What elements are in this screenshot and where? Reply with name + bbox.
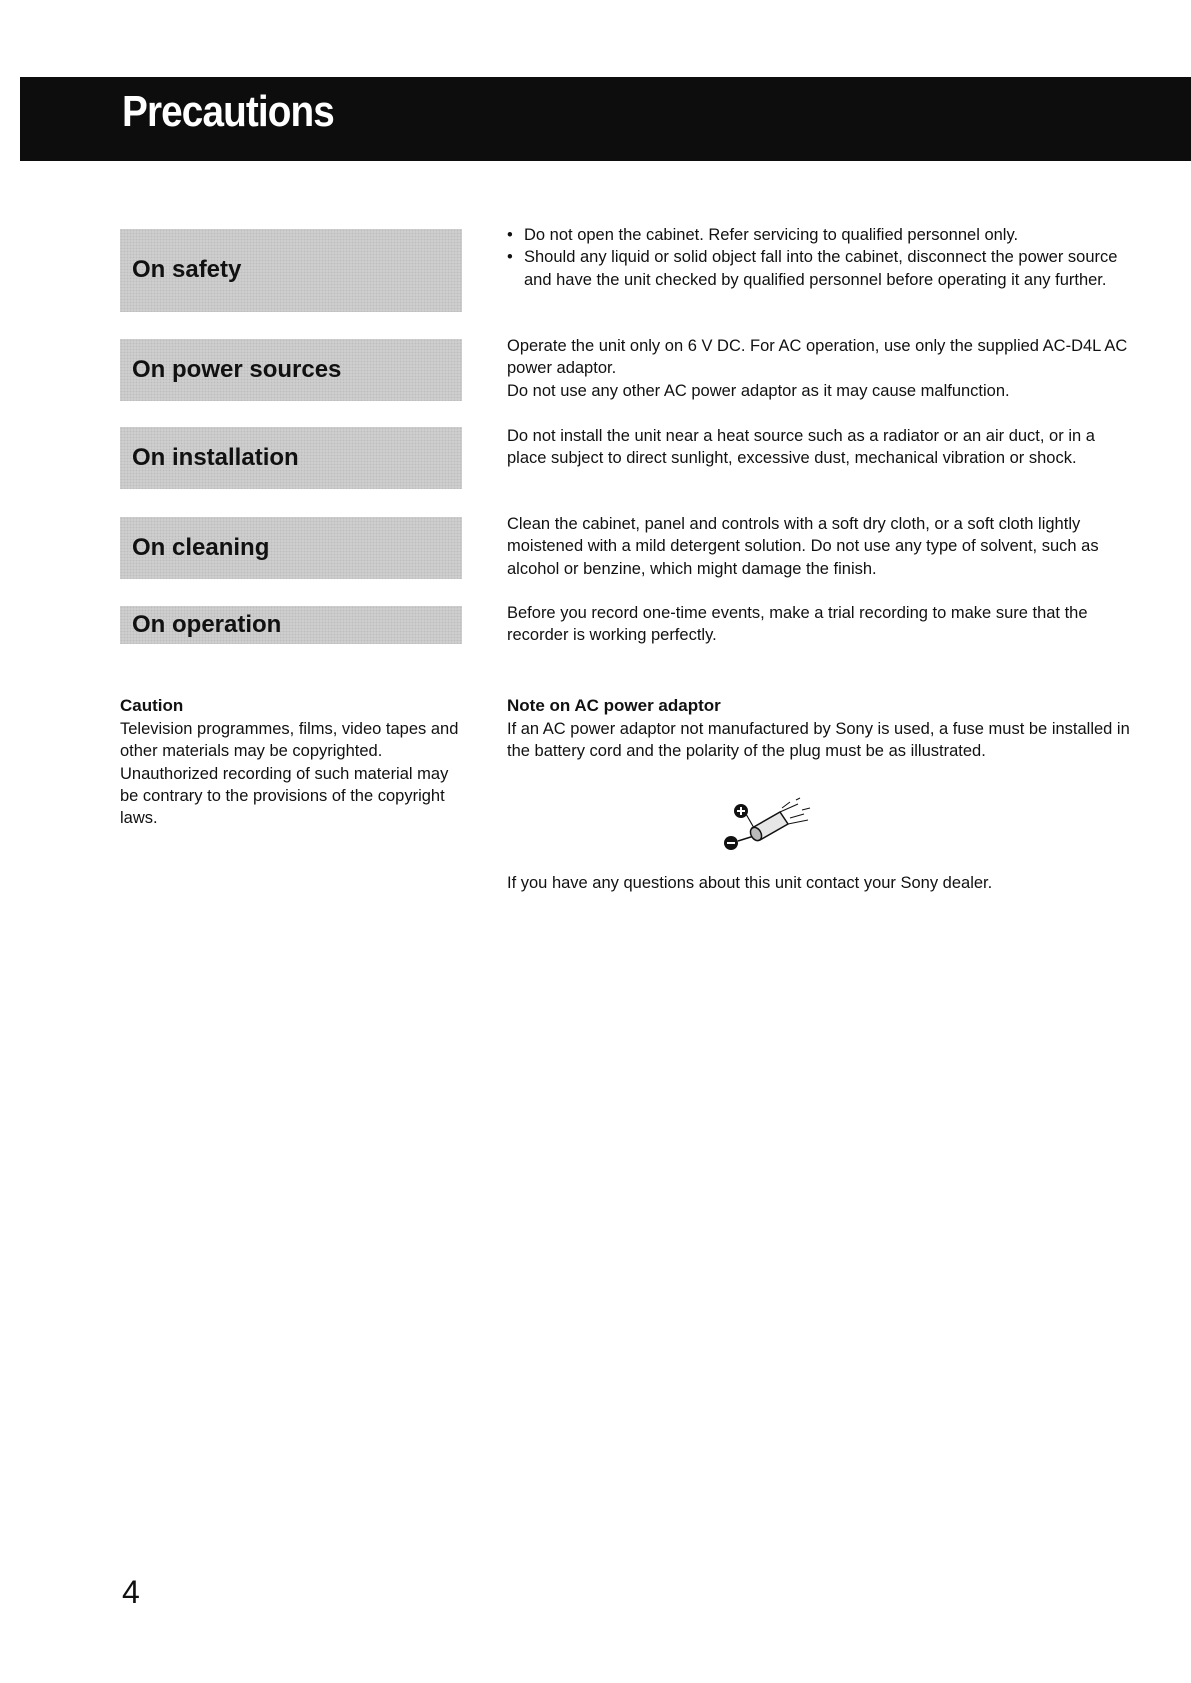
installation-text: Do not install the unit near a heat source such as a radiator or an air duct, or in a place subject to direct sunlight, excessive dust, mechanical vibration or shock. [507,427,1095,468]
caution-title: Caution [120,696,184,715]
heading-on-cleaning [120,517,462,579]
power-sources-text-2: Do not use any other AC power adaptor as it may cause malfunction. [507,382,1010,400]
plug-polarity-icon [718,790,818,850]
heading-label: On safety [132,256,242,283]
heading-label: On power sources [132,356,342,383]
heading-label: On cleaning [132,534,270,561]
operation-text: Before you record one-time events, make a trial recording to make sure that the recorder is working perfectly. [507,604,1088,645]
bullet-icon: • [507,226,513,244]
dealer-text: If you have any questions about this unit contact your Sony dealer. [507,874,993,892]
heading-on-power-sources [120,339,462,401]
list-item: • Do not open the cabinet. Refer servicing to qualified personnel only. [507,224,1137,246]
heading-on-safety [120,229,462,312]
cleaning-text: Clean the cabinet, panel and controls with a soft dry cloth, or a soft cloth lightly moistened with a mild detergent solution. Do not use any type of solvent, such as alcohol or benzine, which might damage the finish. [507,515,1099,578]
list-item: • Should any liquid or solid object fall into the cabinet, disconnect the power source and have the unit checked by qualified personnel before operating it any further. [507,248,1118,289]
heading-on-operation [120,606,462,644]
bullet-icon: • [507,248,513,267]
heading-on-installation [120,427,462,489]
power-sources-text: Operate the unit only on 6 V DC. For AC operation, use only the supplied AC-D4L AC power adaptor. [507,337,1128,378]
heading-label: On operation [132,611,282,638]
note-text: If an AC power adaptor not manufactured by Sony is used, a fuse must be installed in the battery cord and the polarity of the plug must be as illustrated. [507,720,1130,761]
heading-label: On installation [132,444,299,471]
page-title: Precautions [122,87,334,136]
note-title: Note on AC power adaptor [507,696,721,715]
caution-text: Television programmes, films, video tapes and other materials may be copyrighted. Unauthorized recording of such material may be contrary to the provisions of the copyright laws. [120,720,459,828]
page-number: 4 [122,1574,140,1610]
safety-bullet-list [507,224,1137,291]
title-bar [20,77,1191,161]
